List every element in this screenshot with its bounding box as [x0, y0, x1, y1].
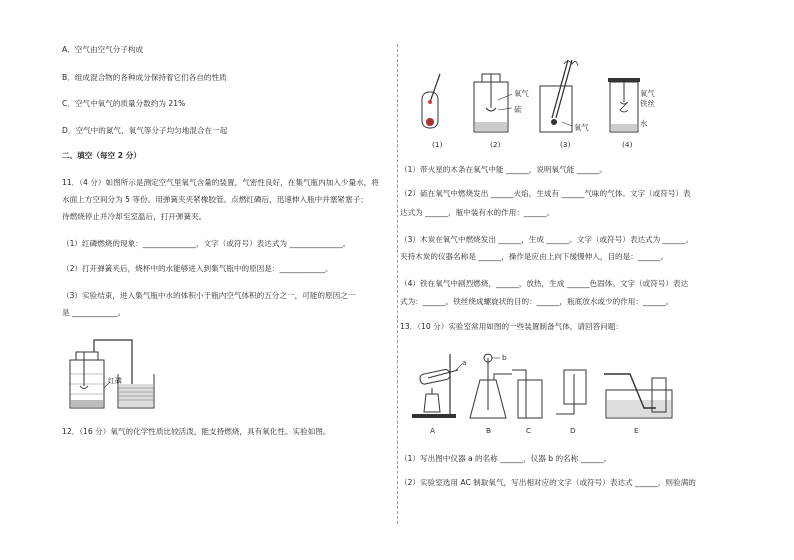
jar-3: [540, 86, 572, 132]
label-C: C: [526, 426, 532, 435]
q12-sub2-line2: 达式为 ______，瓶中装有水的作用：______。: [400, 208, 555, 217]
splint: [430, 74, 440, 102]
label-sulfur: 硫: [514, 105, 522, 114]
q12-sub3-line1: （3）木炭在氧气中燃烧发出 ______，生成 ______。文字（或符号）表达式为 ______。: [400, 235, 694, 244]
q11-line3: 待燃烧停止并冷却至室温后，打开弹簧夹。: [62, 212, 207, 221]
test-tube-a: [419, 369, 450, 385]
combustion-spoon: [80, 386, 88, 389]
option-c: C．空气中氧气的质量分数约为 21%: [62, 99, 186, 108]
q11-sub3-line2: 是 ____________。: [62, 308, 126, 317]
label-water: 水: [640, 119, 648, 128]
q13-sub2: （2）实验室选用 AC 制取氧气，写出相对应的文字（或符号）表达式 ______，则验满的: [400, 478, 696, 487]
q11-sub3-line1: （3）实验结束，进入集气瓶中水的体积小于瓶内空气体积的五分之一，可能的原因之一: [62, 291, 356, 300]
label-instrument-b: b: [502, 353, 507, 362]
label-E: E: [634, 426, 639, 435]
q13-figures: [408, 350, 688, 440]
iron-wire-coil: [620, 102, 628, 112]
bottle-water: [71, 400, 103, 407]
caption-1: (1): [432, 140, 443, 149]
q13-sub1: （1）写出图中仪器 a 的名称 ______，仪器 b 的名称 ______。: [400, 454, 612, 463]
q12-sub3-line2: 夹持木炭的仪器名称是 ______，操作是应由上向下缓慢伸入，目的是：______。: [400, 252, 669, 261]
caption-4: (4): [622, 140, 633, 149]
alcohol-lamp: [424, 394, 440, 412]
q11-sub1: （1）红磷燃烧的现象：______________，文字（或符号）表达式为 ______________。: [62, 239, 351, 248]
q13-stem: 13．（10 分）实验室常用如图的一些装置制备气体，请回答问题：: [400, 322, 623, 331]
q11-line2: 水面上方空间分为 5 等份。用弹簧夹夹紧橡胶管。点燃红磷后，迅速伸入瓶中并塞紧塞子；: [62, 195, 368, 204]
caption-2: (2): [490, 140, 501, 149]
q12-sub2-line1: （2）硫在氧气中燃烧发出 ______火焰，生成有 ______气味的气体。文字（或符号）表: [400, 189, 691, 198]
label-oxygen-4: 氧气: [640, 89, 655, 98]
label-D: D: [570, 426, 576, 435]
crucible-tongs: [552, 60, 568, 118]
label-instrument-a: a: [462, 358, 467, 367]
q12-sub1: （1）带火星的木条在氧气中能 ______，说明氧气能 ______。: [400, 165, 608, 174]
column-divider: [397, 44, 398, 524]
label-A: A: [430, 426, 436, 435]
label-B: B: [486, 426, 492, 435]
q12-figures: [412, 52, 655, 152]
option-d: D．空气中的氮气、氧气等分子均匀地混合在一起: [62, 126, 228, 135]
section-heading: 二、填空（每空 2 分）: [62, 151, 141, 160]
q12-stem: 12．（16 分）氧气的化学性质比较活泼，能支持燃烧，具有氧化性。实验如图。: [62, 427, 331, 436]
option-b: B．组成混合物的各种成分保持着它们各自的性质: [62, 73, 227, 82]
q12-sub4-line1: （4）铁在氧气中剧烈燃烧，______，放热，生成 ______色固体。文字（或符号）表达: [400, 279, 689, 288]
red-phosphorus-label: 红磷: [108, 377, 122, 385]
stand-base: [412, 414, 456, 418]
caption-3: (3): [560, 140, 571, 149]
stopper: [76, 352, 98, 360]
option-a: A．空气由空气分子构成: [62, 45, 144, 54]
q11-apparatus-figure: [62, 330, 172, 412]
gas-jar-c: [518, 380, 542, 418]
gas-jar-d: [564, 370, 586, 404]
label-oxygen-3: 氧气: [574, 123, 589, 132]
label-oxygen-2: 氧气: [514, 89, 529, 98]
q12-sub4-line2: 式为：______。铁丝绕成螺旋状的目的：______，瓶底放水或少的作用：______。: [400, 297, 674, 306]
label-iron-wire: 铁丝: [640, 99, 655, 108]
q11-sub2: （2）打开弹簧夹后，烧杯中的水能够进入到集气瓶中的原因是：____________。: [62, 264, 333, 273]
q11-line1: 11．（4 分）如图所示是测定空气里氧气含量的装置，气密性良好，在集气瓶内加入少量水，将: [62, 178, 379, 187]
